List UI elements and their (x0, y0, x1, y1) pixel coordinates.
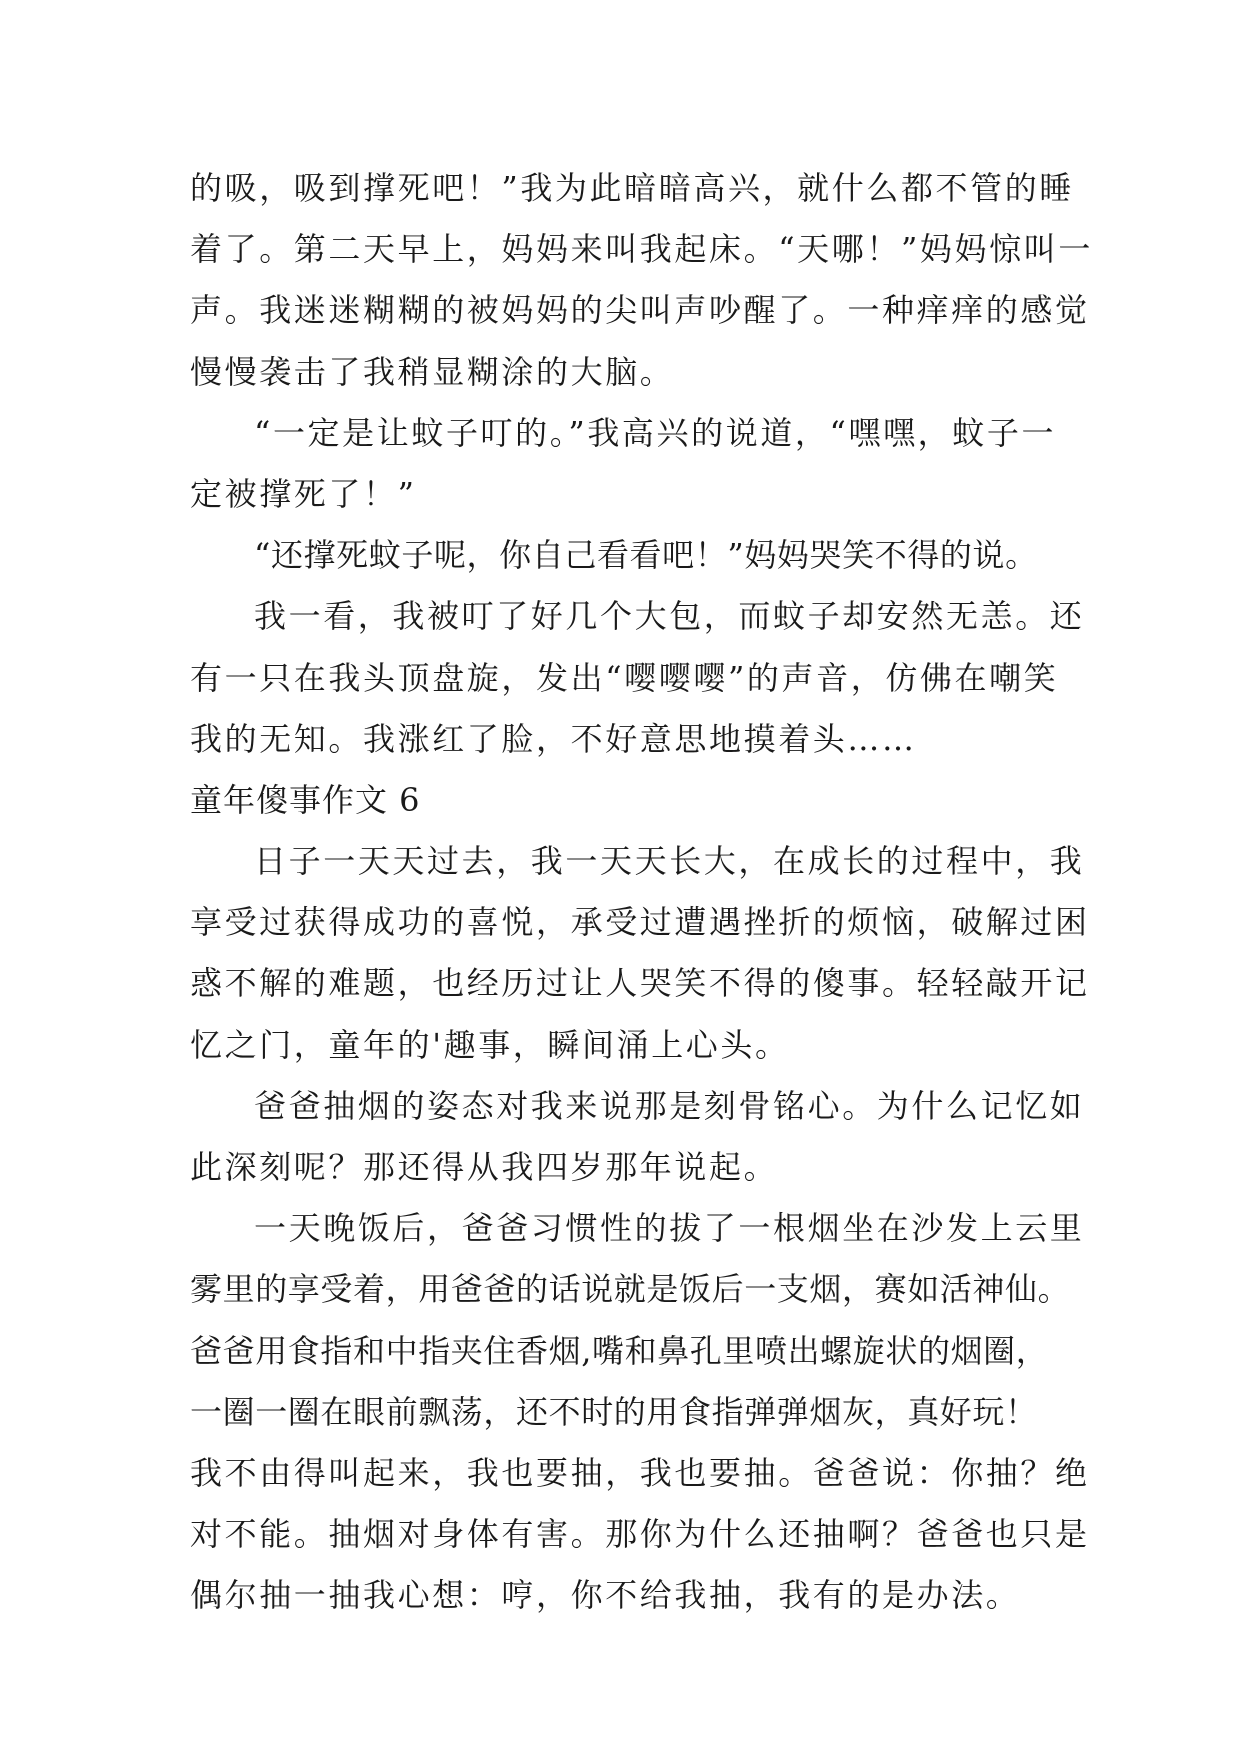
text-line: 此深刻呢？那还得从我四岁那年说起。 (190, 1148, 779, 1186)
heading-text: 童年傻事作文 6 (190, 780, 421, 819)
section-heading (190, 770, 1070, 831)
text-line: 日子一天天过去，我一天天长大，在成长的过程中，我 (254, 842, 1085, 881)
text-line: 忆之门，童年的'趣事，瞬间涌上心头。 (190, 1025, 790, 1064)
text-line: 一圈一圈在眼前飘荡，还不时的用食指弹弹烟灰，真好玩！ (190, 1392, 1038, 1431)
text-line: 慢慢袭击了我稍显糊涂的大脑。 (190, 352, 675, 391)
paragraph (190, 158, 1093, 403)
text-line: 定被撑死了！” (190, 474, 417, 513)
paragraph (190, 586, 1085, 770)
text-line: 一天晚饭后，爸爸习惯性的拔了一根烟坐在沙发上云里 (254, 1209, 1085, 1248)
text-line: 我一看，我被叮了好几个大包，而蚊子却安然无恙。还 (254, 597, 1085, 636)
text-line: 对不能。抽烟对身体有害。那你为什么还抽啊？爸爸也只是 (190, 1515, 1090, 1554)
text-line: 惑不解的难题，也经历过让人哭笑不得的傻事。轻轻敲开记 (190, 964, 1090, 1003)
text-line: 偶尔抽一抽我心想：哼，你不给我抽，我有的是办法。 (190, 1576, 1021, 1615)
paragraph (190, 831, 1090, 1076)
text-line: 有一只在我头顶盘旋，发出“嘤嘤嘤”的声音，仿佛在嘲笑 (190, 658, 1059, 697)
text-line: 声。我迷迷糊糊的被妈妈的尖叫声吵醒了。一种痒痒的感觉 (190, 291, 1090, 330)
text-line: 着了。第二天早上，妈妈来叫我起床。“天哪！”妈妈惊叫一 (190, 230, 1093, 269)
paragraph (190, 525, 1070, 586)
text-line: 我不由得叫起来，我也要抽，我也要抽。爸爸说：你抽？绝 (190, 1453, 1090, 1492)
paragraph (190, 1076, 1085, 1198)
text-line: 享受过获得成功的喜悦，承受过遭遇挫折的烦恼，破解过困 (190, 903, 1090, 942)
text-line: “还撑死蚊子呢，你自己看看吧！”妈妈哭笑不得的说。 (254, 536, 1038, 575)
text-line: 爸爸用食指和中指夹住香烟,嘴和鼻孔里喷出螺旋状的烟圈， (190, 1331, 1049, 1370)
text-line: 爸爸抽烟的姿态对我来说那是刻骨铭心。为什么记忆如 (254, 1086, 1085, 1125)
paragraph (190, 1198, 1090, 1626)
text-line: 我的无知。我涨红了脸，不好意思地摸着头…… (190, 719, 917, 758)
text-line: “一定是让蚊子叮的。”我高兴的说道，“嘿嘿，蚊子一 (254, 413, 1057, 452)
paragraph (190, 403, 1070, 525)
document-page (190, 158, 1093, 1627)
text-line: 雾里的享受着，用爸爸的话说就是饭后一支烟，赛如活神仙。 (190, 1270, 1071, 1309)
text-line: 的吸，吸到撑死吧！”我为此暗暗高兴，就什么都不管的睡 (190, 169, 1074, 207)
